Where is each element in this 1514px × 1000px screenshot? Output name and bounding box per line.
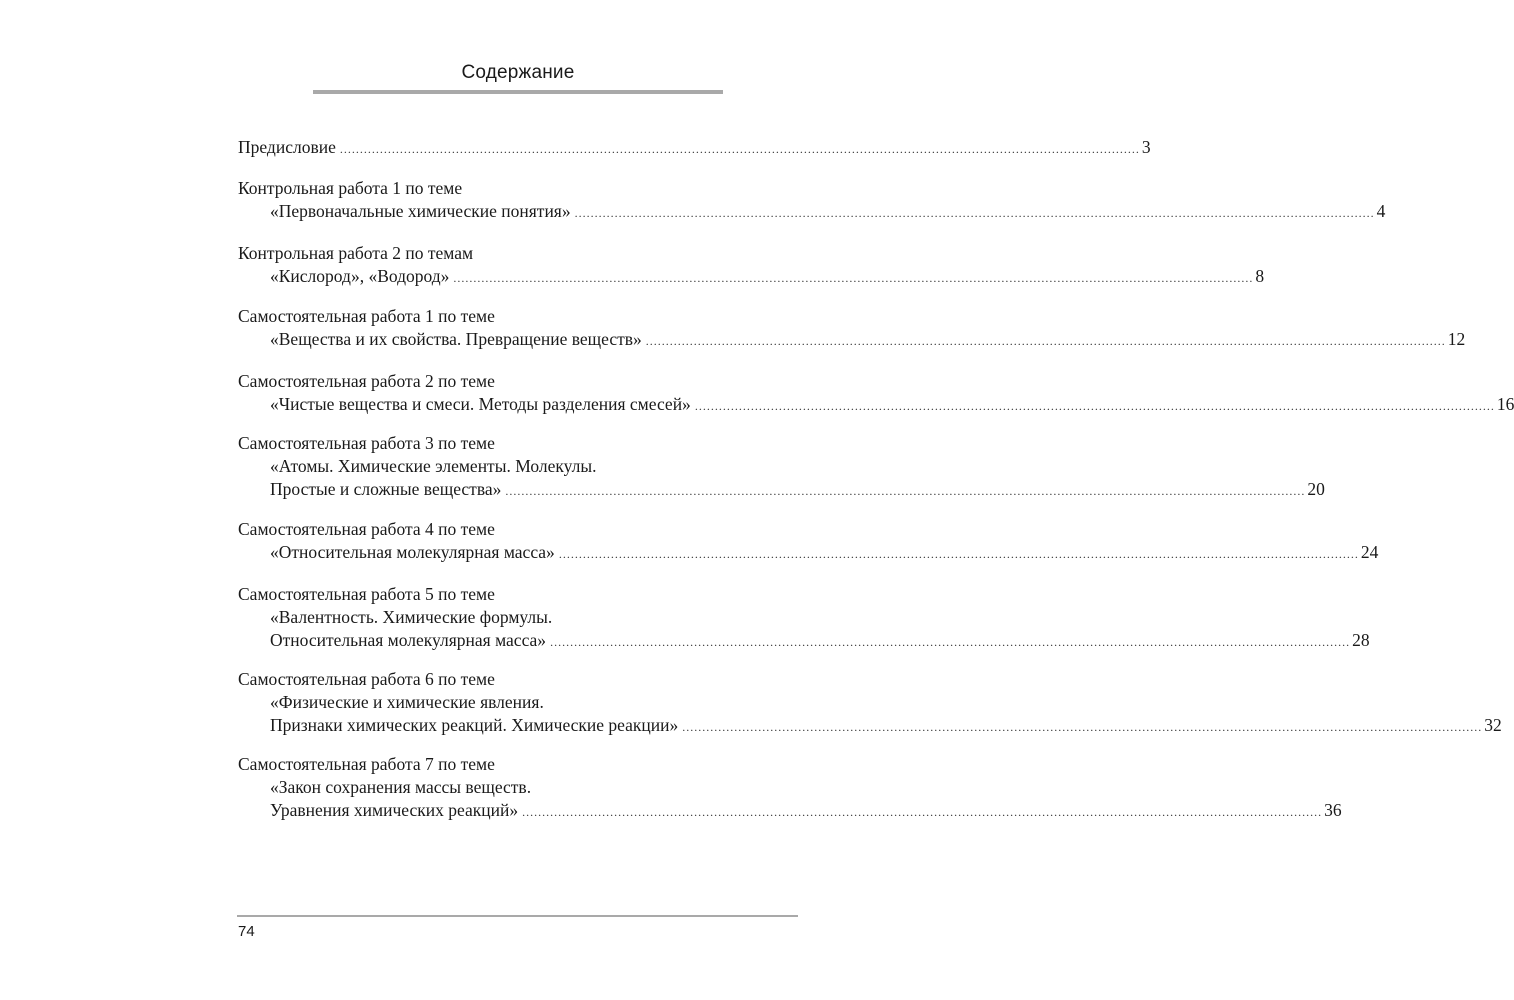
- dot-leader: ........................................................................................................................................................................................................: [339, 142, 1140, 156]
- toc-entry-leader-line: [238, 541, 1379, 564]
- toc-page-number: 4: [1376, 201, 1386, 221]
- toc-entry-title: Уравнения химических реакций»: [270, 800, 519, 820]
- toc-entry-title-line: «Атомы. Химические элементы. Молекулы.: [270, 456, 597, 476]
- toc-entry[interactable]: [238, 518, 1379, 564]
- toc-page-number: 3: [1141, 137, 1151, 157]
- toc-page-number: 8: [1255, 266, 1265, 286]
- toc-entry[interactable]: [238, 177, 1386, 223]
- toc-entry-title-line: Самостоятельная работа 2 по теме: [238, 371, 495, 391]
- toc-entry[interactable]: [238, 668, 1502, 737]
- page-title: Содержание: [461, 62, 575, 83]
- toc-entry-title-line: «Валентность. Химические формулы.: [270, 607, 553, 627]
- toc-entry-title: Относительная молекулярная масса»: [270, 630, 547, 650]
- toc-entry-title-line: Самостоятельная работа 4 по теме: [238, 519, 495, 539]
- toc-entry-leader-line: [238, 393, 1514, 416]
- toc-entry-title: «Вещества и их свойства. Превращение веществ»: [270, 329, 642, 349]
- dot-leader: ........................................................................................................................................................................................................: [645, 334, 1446, 348]
- footer-divider: [237, 915, 798, 917]
- toc-entry-title: «Относительная молекулярная масса»: [270, 542, 555, 562]
- toc-page-number: 28: [1352, 630, 1370, 650]
- toc-entry-leader-line: [238, 328, 1466, 351]
- toc-entry-title: «Первоначальные химические понятия»: [270, 201, 571, 221]
- toc-entry[interactable]: [238, 242, 1265, 288]
- toc-entry-title-line: «Закон сохранения массы веществ.: [270, 777, 532, 797]
- toc-entry-leader-line: [238, 136, 1151, 159]
- toc-entry[interactable]: [238, 305, 1466, 351]
- toc-entry-title: Признаки химических реакций. Химические реакции»: [270, 715, 679, 735]
- toc-entry-title-line: Самостоятельная работа 3 по теме: [238, 433, 495, 453]
- toc-entry-leader-line: [238, 265, 1265, 288]
- toc-entry-leader-line: [238, 629, 1370, 652]
- dot-leader: ........................................................................................................................................................................................................: [505, 484, 1306, 498]
- toc-entry[interactable]: [238, 370, 1514, 416]
- toc-entry[interactable]: [238, 583, 1370, 652]
- page-number: 74: [238, 923, 255, 940]
- toc-entry-leader-line: [238, 200, 1386, 223]
- toc-entry-title: Предисловие: [238, 137, 336, 157]
- toc-entry-leader-line: [238, 714, 1502, 737]
- toc-entry-leader-line: [238, 478, 1325, 501]
- toc-entry[interactable]: [238, 136, 1151, 159]
- dot-leader: ........................................................................................................................................................................................................: [694, 399, 1495, 413]
- dot-leader: ........................................................................................................................................................................................................: [574, 206, 1375, 220]
- toc-page-number: 16: [1496, 394, 1514, 414]
- toc-entry-title-line: Самостоятельная работа 6 по теме: [238, 669, 495, 689]
- toc-entry-title: Простые и сложные вещества»: [270, 479, 502, 499]
- toc-entry-title: «Чистые вещества и смеси. Методы разделения смесей»: [270, 394, 691, 414]
- toc-entry-title: «Кислород», «Водород»: [270, 266, 450, 286]
- toc-entry-title-line: Контрольная работа 1 по теме: [238, 178, 463, 198]
- title-divider: [313, 90, 723, 94]
- toc-entry-title-line: Самостоятельная работа 1 по теме: [238, 306, 495, 326]
- toc-page-number: 12: [1447, 329, 1466, 349]
- dot-leader: ........................................................................................................................................................................................................: [558, 547, 1359, 561]
- dot-leader: ........................................................................................................................................................................................................: [550, 635, 1351, 649]
- dot-leader: ........................................................................................................................................................................................................: [522, 805, 1323, 819]
- toc-page-number: 32: [1484, 715, 1502, 735]
- toc-page-number: 20: [1307, 479, 1325, 499]
- toc-page-number: 36: [1324, 800, 1342, 820]
- toc-entry-title-line: Самостоятельная работа 7 по теме: [238, 754, 495, 774]
- toc-entry[interactable]: [238, 753, 1342, 822]
- toc-page-number: 24: [1360, 542, 1379, 562]
- toc-entry-title-line: Контрольная работа 2 по темам: [238, 243, 474, 263]
- dot-leader: ........................................................................................................................................................................................................: [453, 271, 1254, 285]
- toc-entry-title-line: «Физические и химические явления.: [270, 692, 544, 712]
- toc-entry-title-line: Самостоятельная работа 5 по теме: [238, 584, 495, 604]
- toc-entry-leader-line: [238, 799, 1342, 822]
- toc-entry[interactable]: [238, 432, 1325, 501]
- dot-leader: ........................................................................................................................................................................................................: [682, 720, 1483, 734]
